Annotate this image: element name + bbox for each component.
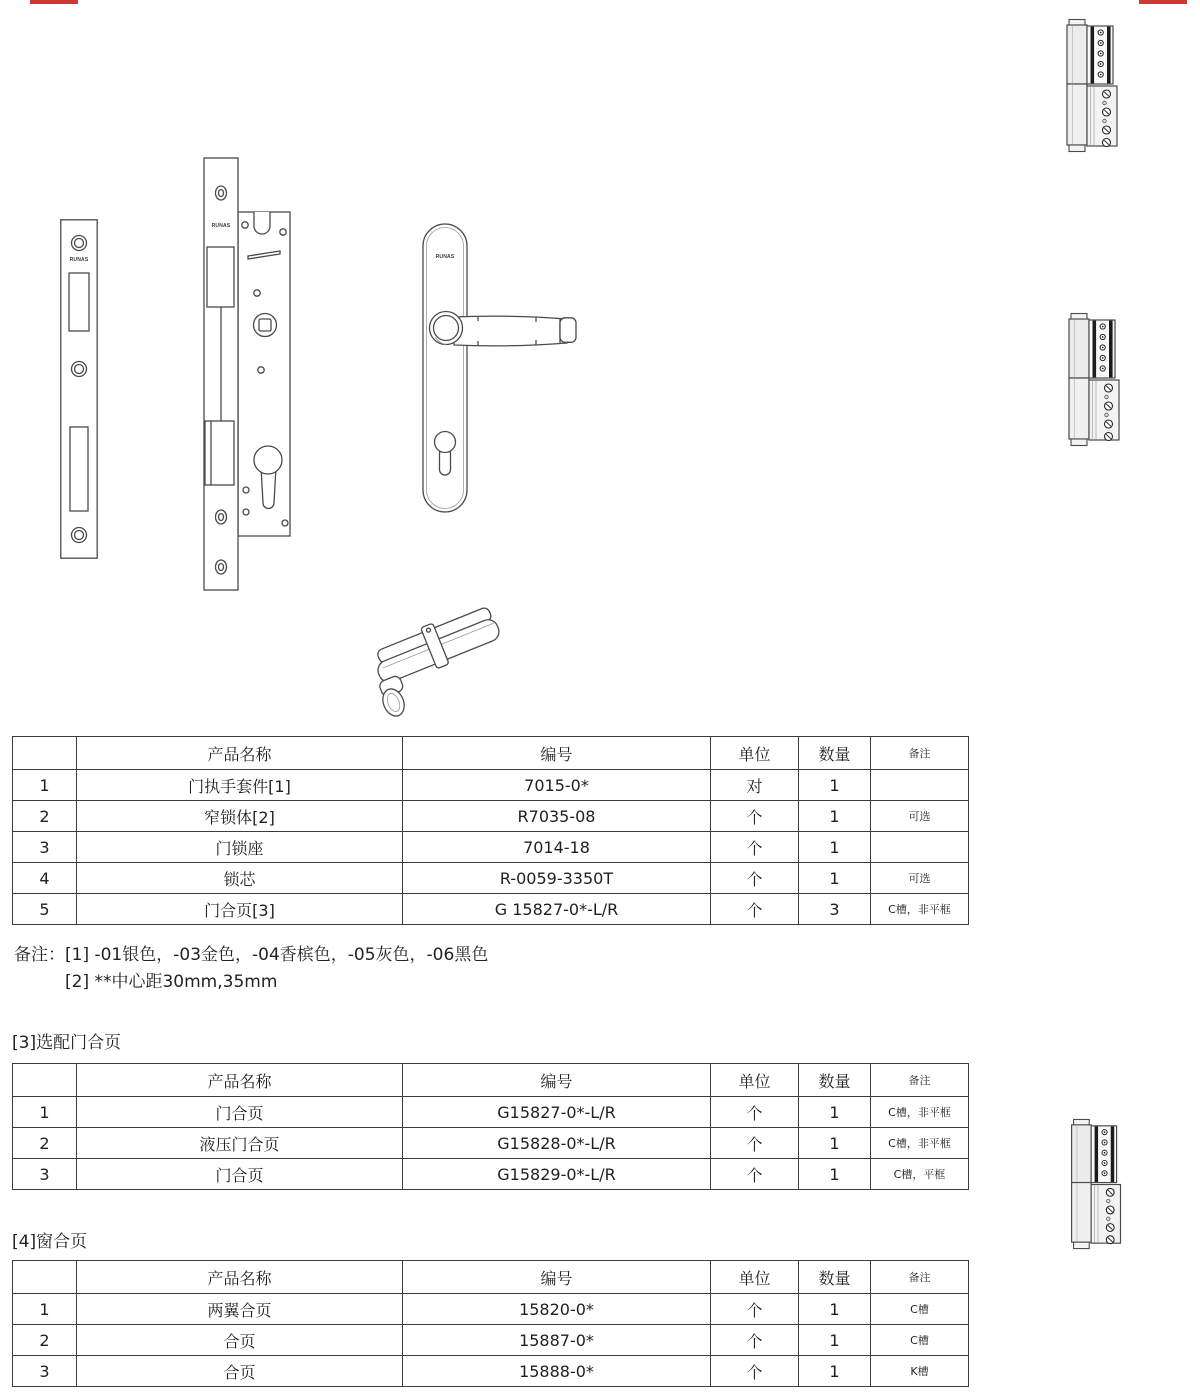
table-cell: 窄锁体[2] [77,801,403,832]
section3-title: [3]选配门合页 [12,1033,122,1053]
table-cell: 个 [711,894,799,925]
table-cell: 2 [13,801,77,832]
table-cell: 3 [13,1356,77,1387]
window-hinge-table-header [13,1261,969,1294]
table-cell: G15827-0*-L/R [403,1097,711,1128]
table-cell: 1 [799,1159,871,1190]
table-cell: 1 [799,770,871,801]
brand-label: RUNAS [435,254,455,260]
table-row [13,1159,969,1190]
lock-body-drawing [198,155,298,593]
table-cell: 7014-18 [403,832,711,863]
notes-label: 备注： [14,945,65,965]
table-cell: 个 [711,1159,799,1190]
door-hinge-drawing-2 [1068,312,1124,448]
column-header: 编号 [403,1064,711,1097]
column-header: 数量 [799,737,871,770]
table-cell: 2 [13,1128,77,1159]
table-cell: 3 [13,1159,77,1190]
table-cell: 7015-0* [403,770,711,801]
table-cell: 1 [13,770,77,801]
table-row [13,863,969,894]
table-cell: 门锁座 [77,832,403,863]
table-cell: 1 [799,1325,871,1356]
table-cell: 1 [13,1097,77,1128]
table-cell: 4 [13,863,77,894]
table-cell: 个 [711,1325,799,1356]
lock-cylinder-drawing [370,596,516,718]
column-header: 数量 [799,1064,871,1097]
table-cell: 门合页[3] [77,894,403,925]
table-cell: 个 [711,801,799,832]
door-handle-drawing [420,222,588,515]
table-cell: 个 [711,1356,799,1387]
table-row [13,1325,969,1356]
table-cell [871,832,969,863]
table-cell: R-0059-3350T [403,863,711,894]
table-cell: G15829-0*-L/R [403,1159,711,1190]
table-row [13,801,969,832]
top-left-red-mark [30,0,78,4]
table-cell: 1 [799,1097,871,1128]
table-cell: 1 [799,1294,871,1325]
table-cell: C槽 [871,1294,969,1325]
table-cell: C槽，平框 [871,1159,969,1190]
table-row [13,1128,969,1159]
table-cell: 个 [711,1294,799,1325]
table-cell: C槽，非平框 [871,1128,969,1159]
table-cell: 门执手套件[1] [77,770,403,801]
table-cell: 1 [799,863,871,894]
table-cell: 1 [799,1356,871,1387]
optional-door-hinge-table-header [13,1064,969,1097]
table-cell: 两翼合页 [77,1294,403,1325]
window-hinge-drawing [1070,1118,1126,1251]
table-cell: 个 [711,832,799,863]
table-cell: K槽 [871,1356,969,1387]
column-header: 备注 [871,1261,969,1294]
table-cell: 5 [13,894,77,925]
table-cell: 个 [711,863,799,894]
table-cell: 门合页 [77,1159,403,1190]
table-cell: 15820-0* [403,1294,711,1325]
table-cell: 15887-0* [403,1325,711,1356]
column-header: 产品名称 [77,1064,403,1097]
table-cell: 1 [799,801,871,832]
table-cell: C槽，非平框 [871,1097,969,1128]
table-cell: C槽 [871,1325,969,1356]
window-hinge-table [12,1260,969,1387]
table-cell: 1 [799,832,871,863]
column-header: 备注 [871,1064,969,1097]
table-row [13,1356,969,1387]
brand-label: RUNAS [69,257,89,263]
notes-block [14,942,488,996]
table-row [13,1294,969,1325]
column-header: 单位 [711,1261,799,1294]
table-row [13,1097,969,1128]
table-cell: 液压门合页 [77,1128,403,1159]
column-header [13,737,77,770]
table-cell: 3 [13,832,77,863]
optional-door-hinge-table [12,1063,969,1190]
note-line-2: [2] **中心距30mm,35mm [65,972,278,992]
table-cell: 1 [13,1294,77,1325]
table-cell: G 15827-0*-L/R [403,894,711,925]
column-header: 单位 [711,1064,799,1097]
column-header: 备注 [871,737,969,770]
column-header: 编号 [403,1261,711,1294]
column-header [13,1064,77,1097]
table-cell: 门合页 [77,1097,403,1128]
parts-table [12,736,969,925]
table-cell: 合页 [77,1356,403,1387]
door-hinge-drawing-1 [1066,18,1122,154]
column-header: 单位 [711,737,799,770]
table-cell: 15888-0* [403,1356,711,1387]
strike-plate-drawing [60,219,98,559]
table-cell: 对 [711,770,799,801]
column-header: 产品名称 [77,1261,403,1294]
table-cell: G15828-0*-L/R [403,1128,711,1159]
brand-label: RUNAS [211,223,231,229]
note-line-1: [1] -01银色，-03金色，-04香槟色，-05灰色，-06黑色 [65,945,489,965]
table-cell: 3 [799,894,871,925]
table-row [13,770,969,801]
table-row [13,832,969,863]
section4-title: [4]窗合页 [12,1232,88,1252]
table-cell [871,770,969,801]
table-cell: 1 [799,1128,871,1159]
top-right-red-mark [1139,0,1187,4]
table-cell: 可选 [871,801,969,832]
table-cell: 锁芯 [77,863,403,894]
table-cell: 2 [13,1325,77,1356]
table-cell: 个 [711,1128,799,1159]
table-row [13,894,969,925]
column-header: 数量 [799,1261,871,1294]
table-cell: R7035-08 [403,801,711,832]
table-cell: 可选 [871,863,969,894]
table-cell: 个 [711,1097,799,1128]
column-header [13,1261,77,1294]
parts-table-header [13,737,969,770]
column-header: 产品名称 [77,737,403,770]
table-cell: C槽，非平框 [871,894,969,925]
column-header: 编号 [403,737,711,770]
table-cell: 合页 [77,1325,403,1356]
